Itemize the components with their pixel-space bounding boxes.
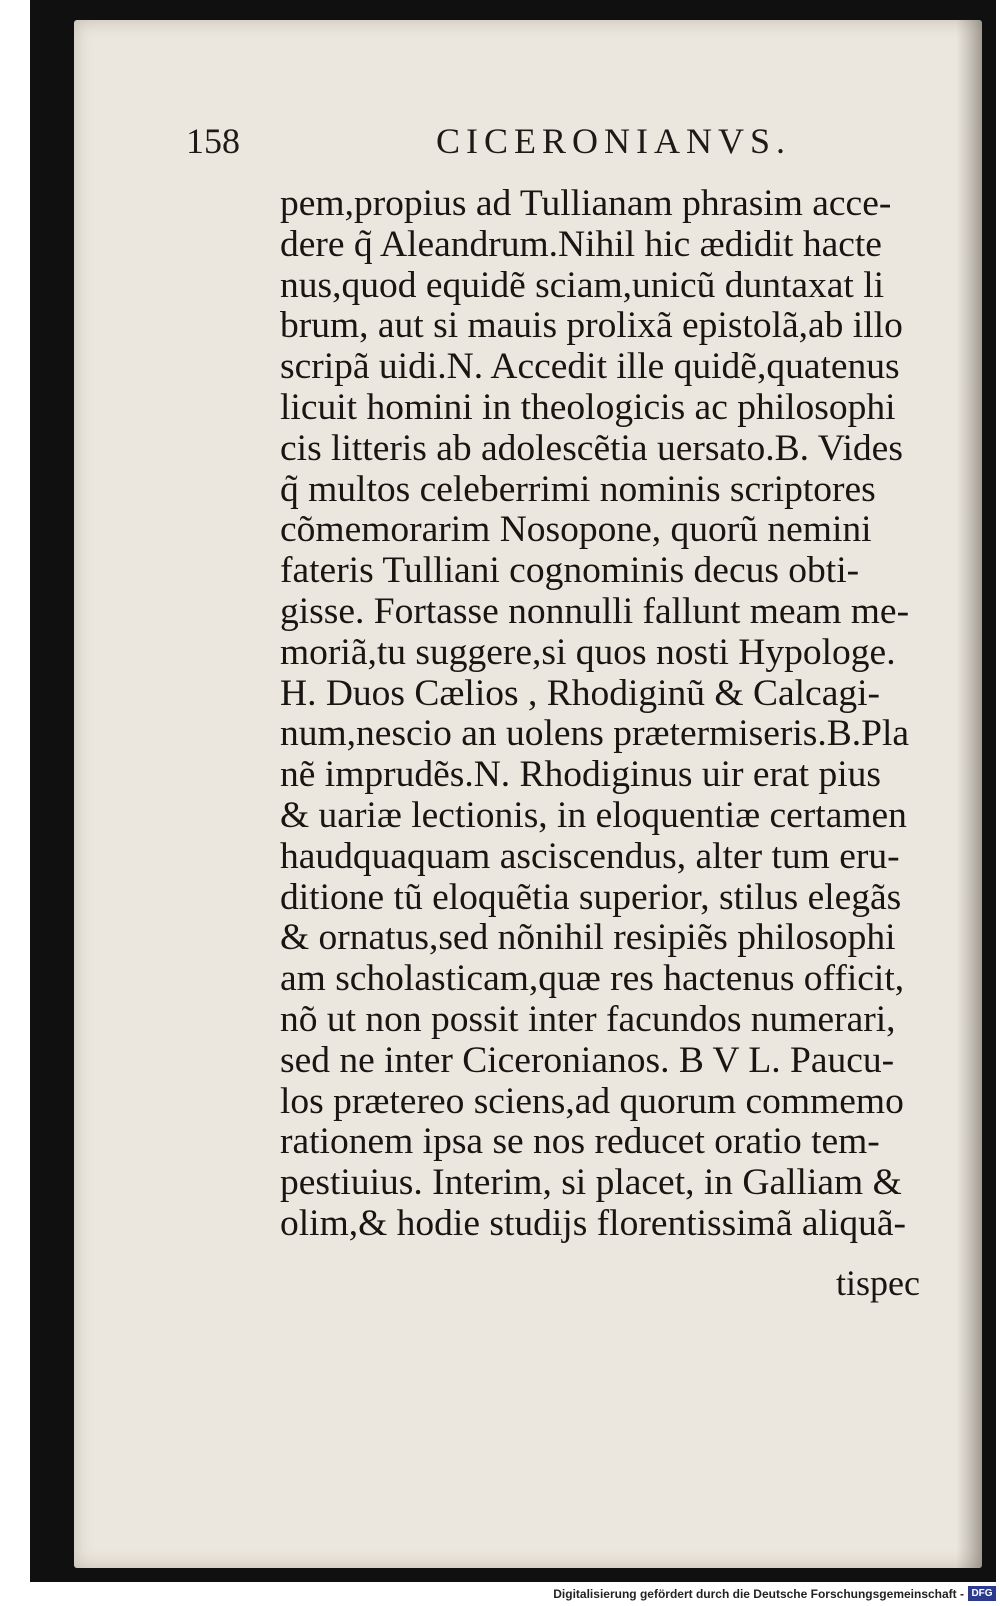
- text-line: licuit homini in theologicis ac philosophi: [280, 386, 896, 428]
- page-header: [186, 112, 826, 172]
- text-line: olim,& hodie studijs florentissimã aliquã-: [280, 1202, 906, 1244]
- digitization-footer: [0, 1582, 1000, 1606]
- text-line: brum, aut si mauis prolixã epistolã,ab illo: [280, 305, 903, 347]
- text-line: nẽ imprudẽs.N. Rhodiginus uir erat pius: [280, 754, 881, 796]
- text-line: num,nescio an uolens prætermiseris.B.Pla: [280, 713, 910, 755]
- text-line: pem,propius ad Tullianam phrasim acce-: [280, 183, 892, 224]
- text-line: & ornatus,sed nõnihil resipiẽs philosophi: [280, 917, 896, 959]
- text-line: dere q̃ Aleandrum.Nihil hic ædidit hacte: [280, 223, 882, 265]
- text-line: nus,quod equidẽ sciam,unicũ duntaxat li: [280, 264, 885, 306]
- text-line: q̃ multos celeberrimi nominis scriptores: [280, 468, 876, 510]
- funding-credit: Digitalisierung gefördert durch die Deutsche Forschungsgemeinschaft -: [553, 1587, 964, 1601]
- text-line: fateris Tulliani cognominis decus obti-: [280, 550, 860, 592]
- text-line: am scholasticam,quæ res hactenus officit,: [280, 958, 905, 1000]
- text-line: nõ ut non possit inter facundos numerari,: [280, 998, 896, 1040]
- text-line: H. Duos Cælios , Rhodiginũ & Calcagi-: [280, 672, 880, 714]
- text-line: moriã,tu suggere,si quos nosti Hypologe.: [280, 631, 896, 673]
- text-line: los prætereo sciens,ad quorum commemo: [280, 1080, 904, 1122]
- dfg-logo-icon: DFG: [968, 1586, 996, 1601]
- text-line: haudquaquam asciscendus, alter tum eru-: [280, 835, 900, 877]
- text-line: gisse. Fortasse nonnulli fallunt meam me-: [280, 590, 910, 632]
- body-text: [280, 184, 940, 1245]
- text-line: scripã uidi.N. Accedit ille quidẽ,quatenus: [280, 346, 900, 388]
- page-number: 158: [186, 121, 240, 161]
- page-edge-shadow: [956, 20, 982, 1568]
- text-line: sed ne inter Ciceronianos. B V L. Paucu-: [280, 1039, 895, 1081]
- text-line: rationem ipsa se nos reducet oratio tem-: [280, 1121, 880, 1163]
- text-line: & uariæ lectionis, in eloquentiæ certamen: [280, 794, 907, 836]
- text-line: pestiuius. Interim, si placet, in Galliam &: [280, 1162, 902, 1204]
- running-head: CICERONIANVS.: [436, 121, 792, 161]
- text-line: ditione tũ eloquẽtia superior, stilus elegãs: [280, 876, 902, 918]
- catchword: tispec: [836, 1263, 920, 1303]
- text-line: cis litteris ab adolescẽtia uersato.B. Vides: [280, 427, 903, 469]
- text-line: cõmemorarim Nosopone, quorũ nemini: [280, 509, 872, 551]
